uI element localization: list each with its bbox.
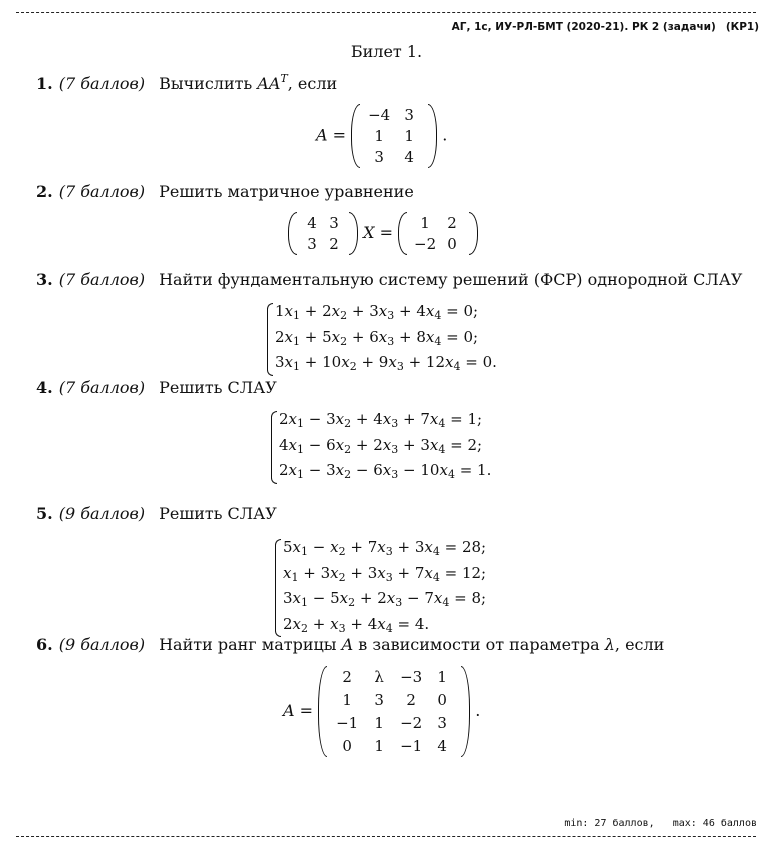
system-equation: $2x_1 - 3x_2 - 6x_3 - 10x_4 = 1$.: [279, 461, 492, 481]
matrix-cell: 4: [437, 737, 447, 755]
problem-number: 6.: [36, 635, 53, 654]
course-info: АГ, 1с, ИУ-РЛ-БМТ (2020-21). РК 2 (задачи): [451, 21, 716, 33]
system-equation: $2x_1 - 3x_2 + 4x_3 + 7x_4 = 1$;: [279, 410, 483, 430]
system-equation: $1x_1 + 2x_2 + 3x_3 + 4x_4 = 0$;: [275, 302, 479, 322]
left-matrix: [288, 212, 358, 255]
matrix-cell: −2: [400, 714, 423, 732]
problem-text: Найти ранг матрицы A в зависимости от параметра λ, если: [159, 635, 665, 654]
problem-number: 2.: [36, 182, 53, 201]
problem-points: (7 баллов): [58, 378, 146, 397]
problem-1-matrix: A = −4 3 1 1 3 4 .: [316, 106, 448, 166]
ticket-title: Билет 1.: [350, 42, 423, 61]
matrix-cell: 3: [374, 691, 384, 709]
matrix-cell: 1: [404, 127, 414, 145]
problem-text: Найти фундаментальную систему решений (ФСР) однородной СЛАУ: [159, 270, 743, 289]
problem-1-statement: [36, 72, 337, 93]
matrix-cell: −2: [414, 235, 437, 253]
matrix-cell: 0: [437, 691, 447, 709]
problem-2-statement: [36, 182, 414, 201]
problem-text: Решить матричное уравнение: [159, 182, 414, 201]
matrix-name: A: [316, 125, 328, 145]
matrix-cell: 4: [307, 214, 317, 232]
system-equation: $5x_1 - x_2 + 7x_3 + 3x_4 = 28$;: [283, 538, 487, 558]
system-equation: $x_1 + 3x_2 + 3x_3 + 7x_4 = 12$;: [283, 563, 487, 584]
problem-5-system: [272, 537, 486, 639]
matrix-cell: 1: [342, 691, 352, 709]
system-equation: $2x_1 + 5x_2 + 6x_3 + 8x_4 = 0$;: [275, 327, 479, 348]
matrix-cell: 3: [307, 235, 317, 253]
problem-text: Решить СЛАУ: [159, 378, 277, 397]
problem-2-equation: 4 3 3 2 X = 1 2 −2 0: [288, 212, 478, 255]
problem-4-system: [268, 409, 491, 486]
system-equation: $2x_2 + x_3 + 4x_4 = 4$.: [283, 614, 430, 635]
bottom-cut-line: [16, 836, 756, 837]
matrix-cell: 0: [342, 737, 352, 755]
system-equation: $3x_1 + 10x_2 + 9x_3 + 12x_4 = 0$.: [275, 353, 497, 373]
problem-number: 5.: [36, 504, 53, 523]
matrix-cell: 3: [437, 714, 447, 732]
matrix-cell: 1: [374, 714, 384, 732]
matrix-cell: −1: [336, 714, 359, 732]
problem-text: Вычислить $AA^T$, если: [159, 72, 338, 93]
max-points: max: 46 баллов: [672, 818, 757, 829]
matrix-cell: 1: [437, 668, 447, 686]
problem-3-statement: [36, 270, 742, 289]
matrix-cell: 2: [447, 214, 457, 232]
matrix-cell: 3: [329, 214, 339, 232]
top-cut-line: [16, 12, 756, 13]
matrix-cell: 4: [404, 148, 414, 166]
system-equation: $4x_1 - 6x_2 + 2x_3 + 3x_4 = 2$;: [279, 435, 483, 456]
page-header: [452, 21, 759, 33]
matrix-a-lambda: [318, 666, 470, 757]
matrix-cell: −1: [400, 737, 423, 755]
right-matrix: [398, 212, 478, 255]
problem-4-statement: [36, 378, 277, 397]
matrix-cell: 2: [342, 668, 352, 686]
matrix-cell: 2: [329, 235, 339, 253]
matrix-cell: 0: [447, 235, 457, 253]
page-footer: [564, 818, 757, 829]
matrix-name: A: [283, 701, 295, 720]
matrix-cell: 2: [406, 691, 416, 709]
matrix-cell: 1: [374, 737, 384, 755]
unknown-x: X: [363, 223, 375, 242]
matrix-cell: 3: [404, 106, 414, 124]
problem-6-matrix: A = 2 λ −3 1 1 3 2 0 −1 1 −2 3 0 1 −1 4 .: [283, 668, 481, 755]
problem-5-statement: [36, 504, 277, 523]
matrix-cell: 3: [374, 148, 384, 166]
system-brace: [264, 301, 272, 378]
problem-6-statement: [36, 635, 664, 654]
matrix-cell: −3: [400, 668, 423, 686]
aat-expression: $AA^T$: [257, 72, 288, 93]
problem-number: 3.: [36, 270, 53, 289]
problem-points: (9 баллов): [58, 504, 146, 523]
problem-points: (7 баллов): [58, 270, 146, 289]
problem-text: Решить СЛАУ: [159, 504, 277, 523]
problem-number: 1.: [36, 74, 53, 93]
matrix-cell: 1: [420, 214, 430, 232]
problem-points: (9 баллов): [58, 635, 146, 654]
problem-number: 4.: [36, 378, 53, 397]
matrix-cell: −4: [368, 106, 391, 124]
problem-points: (7 баллов): [58, 74, 146, 93]
system-equation: $3x_1 - 5x_2 + 2x_3 - 7x_4 = 8$;: [283, 589, 487, 609]
work-code: (КР1): [725, 21, 759, 33]
system-brace: [268, 409, 276, 486]
matrix-cell: λ: [374, 668, 384, 686]
matrix-cell: 1: [374, 127, 384, 145]
matrix-a: [351, 104, 437, 168]
min-points: min: 27 баллов,: [564, 818, 655, 829]
problem-points: (7 баллов): [58, 182, 146, 201]
system-brace: [272, 537, 280, 639]
problem-3-system: [264, 301, 497, 378]
